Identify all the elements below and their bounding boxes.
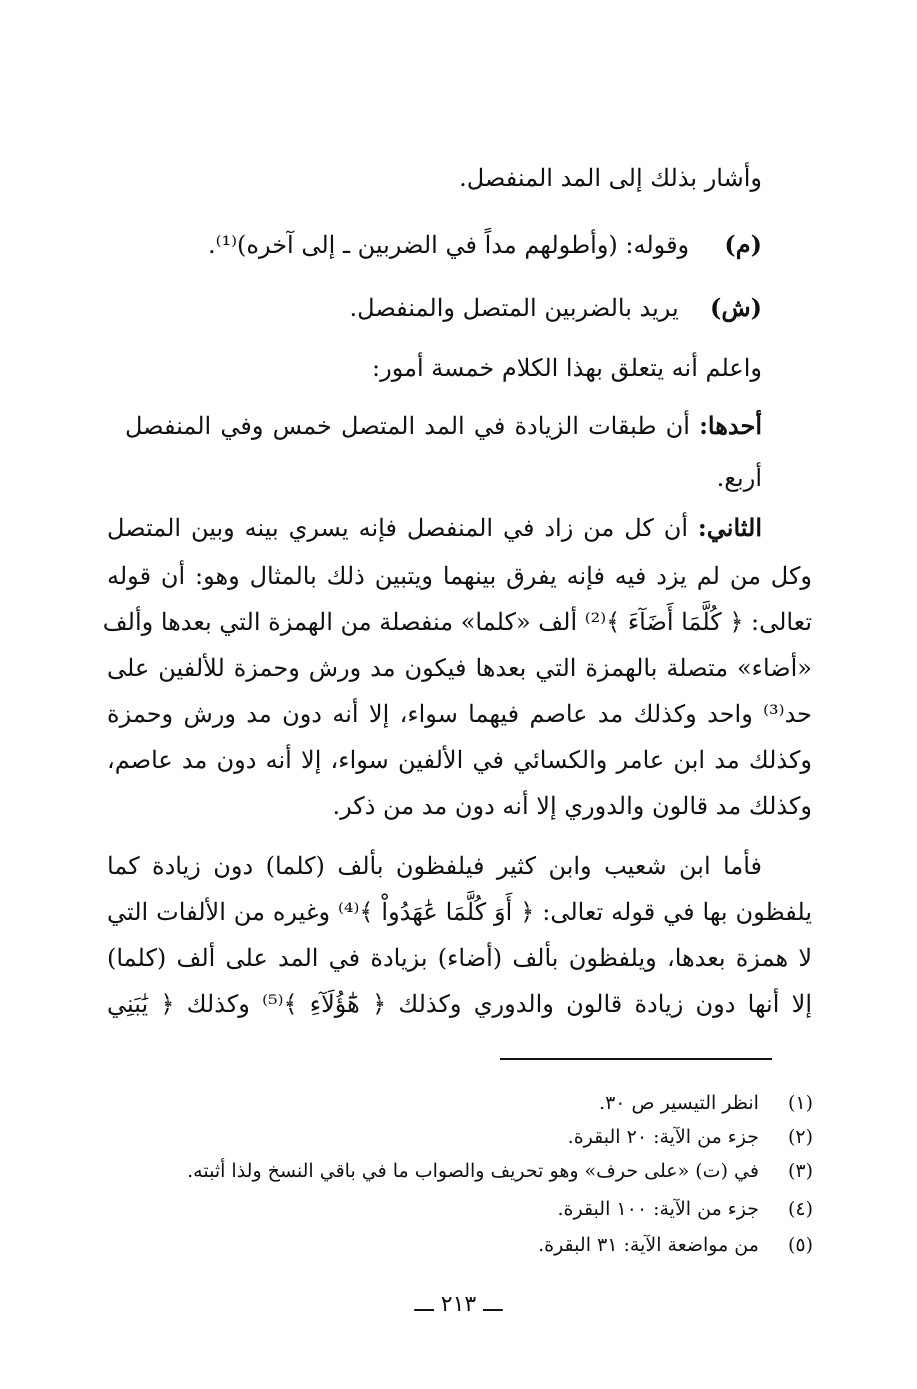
footnote-separator bbox=[500, 1058, 772, 1060]
line-text: تعالى: ﴿ كُلَّمَا أَضَآءَ ﴾⁽²⁾ ألف «كلما» منفصلة من الهمزة التي بعدها وألف bbox=[102, 608, 812, 636]
line-text: أربع. bbox=[716, 464, 762, 492]
line-text: وكل من لم يزد فيه فإنه يفرق بينهما ويتبين ذلك بالمثال وهو: أن قوله bbox=[107, 562, 812, 590]
body-line bbox=[107, 648, 812, 688]
body-line bbox=[125, 406, 762, 446]
line-text: أن طبقات الزيادة في المد المتصل خمس وفي المنفصل bbox=[125, 412, 690, 440]
body-line bbox=[107, 892, 812, 932]
body-line bbox=[208, 225, 762, 265]
line-label: أحدها: bbox=[699, 411, 762, 440]
line-text: وكذلك مد قالون والدوري إلا أنه دون مد من ذكر. bbox=[332, 792, 812, 820]
line-text: أن كل من زاد في المنفصل فإنه يسري بينه وبين المتصل bbox=[107, 514, 689, 542]
line-text: إلا أنها دون زيادة قالون والدوري وكذلك ﴿ هَٰٓؤُلَآءِ ﴾⁽⁵⁾ وكذلك ﴿ يَٰبَنِي bbox=[107, 990, 812, 1018]
line-text: يريد بالضربين المتصل والمنفصل. bbox=[349, 294, 679, 322]
line-text: وقوله: (وأطولهم مداً في الضربين ـ إلى آخره)⁽¹⁾. bbox=[207, 231, 690, 259]
line-text: وأشار بذلك إلى المد المنفصل. bbox=[459, 164, 762, 192]
body-line bbox=[350, 288, 762, 328]
line-text: لا همزة بعدها، ويلفظون بألف (أضاء) بزيادة في المد على ألف (كلما) bbox=[107, 944, 813, 972]
footnote-number: (١) bbox=[787, 1092, 813, 1114]
footnote-text: في (ت) «على حرف» وهو تحريف والصواب ما في باقي النسخ ولذا أثبته. bbox=[187, 1160, 759, 1182]
footnote-number: (٥) bbox=[787, 1234, 813, 1256]
footnote-text: من مواضعة الآية: ٣١ البقرة. bbox=[538, 1234, 759, 1256]
line-text: «أضاء» متصلة بالهمزة التي بعدها فيكون مد ورش وحمزة للألفين على bbox=[107, 654, 812, 682]
body-line bbox=[717, 458, 762, 498]
line-label: (م) bbox=[724, 230, 762, 259]
line-label: الثاني: bbox=[697, 513, 762, 542]
footnote bbox=[557, 1194, 813, 1224]
footnote-number: (٤) bbox=[787, 1198, 813, 1220]
body-line bbox=[107, 694, 812, 734]
footnote bbox=[187, 1156, 813, 1186]
body-line bbox=[107, 740, 812, 780]
body-line bbox=[102, 602, 812, 642]
line-text: فأما ابن شعيب وابن كثير فيلفظون بألف (كلما) دون زيادة كما bbox=[107, 852, 762, 880]
body-line bbox=[107, 984, 812, 1024]
body-line bbox=[107, 846, 762, 886]
body-line bbox=[107, 938, 812, 978]
line-text: واعلم أنه يتعلق بهذا الكلام خمسة أمور: bbox=[372, 354, 762, 382]
footnote-number: (٣) bbox=[787, 1160, 813, 1182]
body-line bbox=[372, 348, 762, 388]
line-text: حد⁽³⁾ واحد وكذلك مد عاصم فيهما سواء، إلا أنه دون مد ورش وحمزة bbox=[107, 700, 812, 728]
footnote-number: (٢) bbox=[787, 1126, 813, 1148]
body-line bbox=[107, 508, 762, 548]
footnote bbox=[538, 1230, 813, 1260]
footnote bbox=[568, 1122, 813, 1152]
footnote-text: انظر التيسير ص ٣٠. bbox=[599, 1092, 759, 1114]
line-text: يلفظون بها في قوله تعالى: ﴿ أَوَ كُلَّمَا عَٰهَدُواْ ﴾⁽⁴⁾ وغيره من الألفات التي bbox=[107, 898, 812, 926]
footnote-text: جزء من الآية: ٢٠ البقرة. bbox=[567, 1126, 759, 1148]
line-text: وكذلك مد ابن عامر والكسائي في الألفين سواء، إلا أنه دون مد عاصم، bbox=[107, 746, 812, 774]
line-label: (ش) bbox=[709, 293, 762, 322]
footnote-text: جزء من الآية: ١٠٠ البقرة. bbox=[557, 1198, 759, 1220]
footnote bbox=[599, 1088, 813, 1118]
body-line bbox=[332, 786, 812, 826]
body-line bbox=[459, 158, 762, 198]
page-number: ـــ ٢١٣ ـــ bbox=[414, 1292, 503, 1317]
body-line bbox=[107, 556, 812, 596]
